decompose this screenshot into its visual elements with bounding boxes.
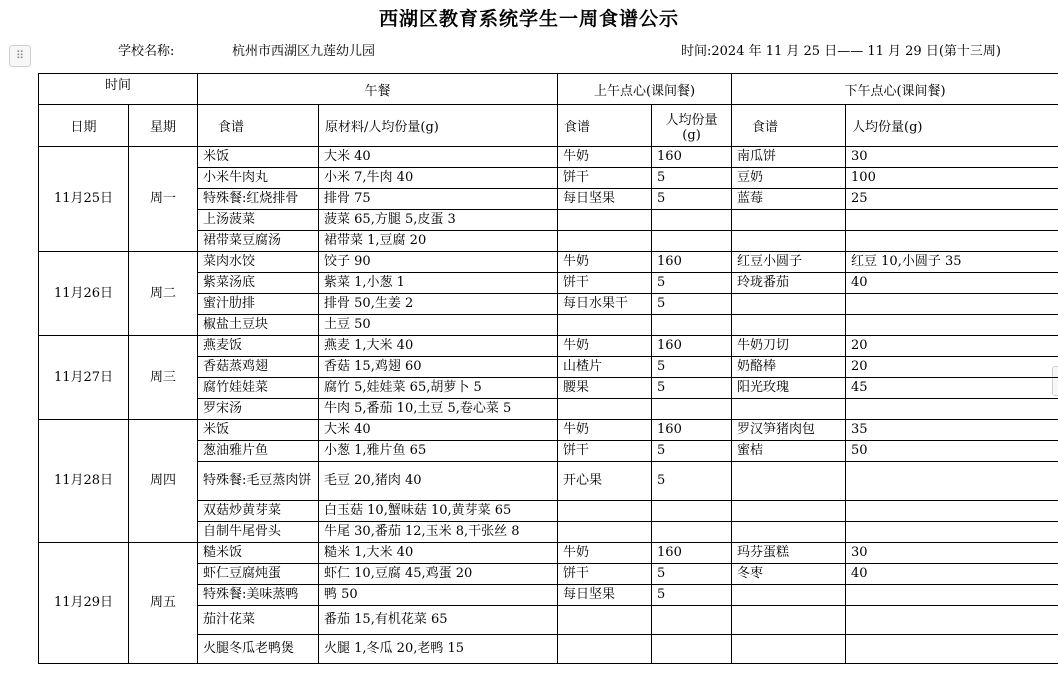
- cell-recipe: 燕麦饭: [198, 336, 319, 357]
- cell-morning-amount: 5: [652, 294, 732, 315]
- cell-morning-recipe: 牛奶: [558, 252, 652, 273]
- cell-afternoon-amount: 20: [846, 336, 1058, 357]
- cell-date: 11月28日: [39, 420, 129, 543]
- menu-body: [39, 147, 1058, 664]
- cell-morning-amount: [652, 399, 732, 420]
- cell-morning-recipe: 每日水果干: [558, 294, 652, 315]
- cell-afternoon-recipe: [732, 501, 846, 522]
- cell-afternoon-amount: 红豆 10,小圆子 35: [846, 252, 1058, 273]
- cell-afternoon-amount: [846, 294, 1058, 315]
- cell-morning-recipe: [558, 606, 652, 635]
- cell-morning-amount: 5: [652, 378, 732, 399]
- cell-afternoon-amount: [846, 462, 1058, 501]
- cell-recipe: 上汤菠菜: [198, 210, 319, 231]
- cell-morning-recipe: 牛奶: [558, 147, 652, 168]
- cell-afternoon-recipe: 牛奶刀切: [732, 336, 846, 357]
- cell-afternoon-recipe: [732, 210, 846, 231]
- cell-afternoon-amount: [846, 635, 1058, 664]
- cell-morning-recipe: 牛奶: [558, 543, 652, 564]
- cell-recipe: 米饭: [198, 420, 319, 441]
- cell-date: 11月29日: [39, 543, 129, 664]
- cell-recipe: 茄汁花菜: [198, 606, 319, 635]
- cell-weekday: 周四: [129, 420, 198, 543]
- cell-afternoon-amount: 30: [846, 147, 1058, 168]
- cell-morning-recipe: [558, 501, 652, 522]
- cell-morning-recipe: 山楂片: [558, 357, 652, 378]
- cell-morning-amount: [652, 210, 732, 231]
- cell-morning-recipe: 每日坚果: [558, 189, 652, 210]
- cell-morning-recipe: 饼干: [558, 564, 652, 585]
- cell-morning-recipe: 开心果: [558, 462, 652, 501]
- cell-ingredients: 糙米 1,大米 40: [319, 543, 558, 564]
- cell-afternoon-recipe: 玛芬蛋糕: [732, 543, 846, 564]
- cell-morning-recipe: [558, 315, 652, 336]
- cell-ingredients: 裙带菜 1,豆腐 20: [319, 231, 558, 252]
- cell-afternoon-amount: 35: [846, 420, 1058, 441]
- cell-morning-amount: [652, 606, 732, 635]
- cell-date: 11月26日: [39, 252, 129, 336]
- cell-morning-recipe: [558, 635, 652, 664]
- cell-afternoon-recipe: [732, 606, 846, 635]
- cell-recipe: 米饭: [198, 147, 319, 168]
- cell-afternoon-amount: 100: [846, 168, 1058, 189]
- cell-ingredients: 毛豆 20,猪肉 40: [319, 462, 558, 501]
- cell-recipe: 罗宋汤: [198, 399, 319, 420]
- cell-recipe: 裙带菜豆腐汤: [198, 231, 319, 252]
- cell-morning-amount: 5: [652, 273, 732, 294]
- cell-afternoon-amount: [846, 501, 1058, 522]
- cell-weekday: 周五: [129, 543, 198, 664]
- cell-afternoon-recipe: [732, 522, 846, 543]
- cell-morning-amount: 5: [652, 357, 732, 378]
- school-name: 杭州市西湖区九莲幼儿园: [232, 44, 376, 59]
- cell-morning-recipe: 饼干: [558, 168, 652, 189]
- cell-ingredients: 紫菜 1,小葱 1: [319, 273, 558, 294]
- cell-afternoon-recipe: [732, 315, 846, 336]
- cell-ingredients: 小米 7,牛肉 40: [319, 168, 558, 189]
- cell-morning-recipe: [558, 399, 652, 420]
- cell-recipe: 特殊餐:美味蒸鸭: [198, 585, 319, 606]
- cell-afternoon-recipe: 豆奶: [732, 168, 846, 189]
- cell-ingredients: 排骨 75: [319, 189, 558, 210]
- cell-weekday: 周三: [129, 336, 198, 420]
- school-label: 学校名称:: [118, 44, 175, 59]
- cell-ingredients: 燕麦 1,大米 40: [319, 336, 558, 357]
- cell-afternoon-recipe: [732, 585, 846, 606]
- cell-recipe: 特殊餐:毛豆蒸肉饼: [198, 462, 319, 501]
- cell-morning-amount: 160: [652, 336, 732, 357]
- cell-afternoon-recipe: 蓝莓: [732, 189, 846, 210]
- cell-afternoon-recipe: 阳光玫瑰: [732, 378, 846, 399]
- cell-morning-amount: 5: [652, 441, 732, 462]
- table-row: [39, 147, 1058, 168]
- cell-ingredients: 小葱 1,雅片鱼 65: [319, 441, 558, 462]
- cell-recipe: 特殊餐:红烧排骨: [198, 189, 319, 210]
- cell-morning-recipe: 腰果: [558, 378, 652, 399]
- cell-afternoon-amount: [846, 585, 1058, 606]
- cell-afternoon-recipe: 奶酪棒: [732, 357, 846, 378]
- cell-afternoon-amount: [846, 315, 1058, 336]
- cell-afternoon-amount: [846, 522, 1058, 543]
- cell-ingredients: 牛肉 5,番茄 10,土豆 5,卷心菜 5: [319, 399, 558, 420]
- header-weekday: 星期: [129, 105, 198, 147]
- cell-morning-amount: [652, 315, 732, 336]
- cell-recipe: 火腿冬瓜老鸭煲: [198, 635, 319, 664]
- cell-afternoon-recipe: 玲珑番茄: [732, 273, 846, 294]
- cell-morning-recipe: 每日坚果: [558, 585, 652, 606]
- cell-recipe: 腐竹娃娃菜: [198, 378, 319, 399]
- cell-afternoon-recipe: [732, 294, 846, 315]
- cell-recipe: 双菇炒黄芽菜: [198, 501, 319, 522]
- cell-morning-amount: 5: [652, 189, 732, 210]
- header-recipe: 食谱: [198, 105, 319, 147]
- cell-ingredients: 番茄 15,有机花菜 65: [319, 606, 558, 635]
- cell-morning-amount: 160: [652, 252, 732, 273]
- cell-morning-recipe: 饼干: [558, 273, 652, 294]
- cell-afternoon-recipe: [732, 399, 846, 420]
- page-title: 西湖区教育系统学生一周食谱公示: [378, 8, 679, 30]
- table-row: [39, 420, 1058, 441]
- cell-afternoon-amount: [846, 210, 1058, 231]
- cell-afternoon-recipe: [732, 635, 846, 664]
- header-per-person-afternoon: 人均份量(g): [846, 105, 1058, 147]
- cell-morning-recipe: [558, 231, 652, 252]
- cell-recipe: 小米牛肉丸: [198, 168, 319, 189]
- cell-afternoon-recipe: [732, 462, 846, 501]
- cell-ingredients: 牛尾 30,番茄 12,玉米 8,干张丝 8: [319, 522, 558, 543]
- cell-morning-recipe: 牛奶: [558, 420, 652, 441]
- menu-table: [38, 73, 1058, 664]
- cell-ingredients: 香菇 15,鸡翅 60: [319, 357, 558, 378]
- cell-afternoon-amount: 30: [846, 543, 1058, 564]
- cell-afternoon-recipe: 蜜桔: [732, 441, 846, 462]
- drag-handle-icon[interactable]: ⠿: [9, 45, 31, 67]
- header-lunch: 午餐: [198, 74, 558, 105]
- header-morning-snack: 上午点心(课间餐): [558, 74, 732, 105]
- cell-morning-amount: 160: [652, 543, 732, 564]
- header-afternoon-snack: 下午点心(课间餐): [732, 74, 1058, 105]
- cell-afternoon-recipe: 冬枣: [732, 564, 846, 585]
- cell-afternoon-amount: 50: [846, 441, 1058, 462]
- cell-recipe: 椒盐土豆块: [198, 315, 319, 336]
- cell-afternoon-amount: 40: [846, 564, 1058, 585]
- cell-date: 11月25日: [39, 147, 129, 252]
- cell-afternoon-amount: [846, 231, 1058, 252]
- cell-ingredients: 火腿 1,冬瓜 20,老鸭 15: [319, 635, 558, 664]
- cell-ingredients: 排骨 50,生姜 2: [319, 294, 558, 315]
- cell-afternoon-amount: 20: [846, 357, 1058, 378]
- header-recipe-afternoon: 食谱: [732, 105, 846, 147]
- cell-recipe: 糙米饭: [198, 543, 319, 564]
- cell-morning-recipe: 饼干: [558, 441, 652, 462]
- cell-morning-amount: [652, 635, 732, 664]
- cell-recipe: 紫菜汤底: [198, 273, 319, 294]
- cell-morning-recipe: [558, 210, 652, 231]
- cell-date: 11月27日: [39, 336, 129, 420]
- cell-morning-recipe: [558, 522, 652, 543]
- cell-recipe: 菜肉水饺: [198, 252, 319, 273]
- date-range: 时间:2024 年 11 月 25 日—— 11 月 29 日(第十三周): [681, 44, 1001, 59]
- cell-morning-amount: [652, 501, 732, 522]
- cell-morning-amount: 5: [652, 585, 732, 606]
- cell-recipe: 蜜汁肋排: [198, 294, 319, 315]
- cell-ingredients: 饺子 90: [319, 252, 558, 273]
- cell-morning-amount: 160: [652, 420, 732, 441]
- cell-morning-amount: 5: [652, 462, 732, 501]
- table-row: [39, 252, 1058, 273]
- cell-morning-amount: 160: [652, 147, 732, 168]
- cell-recipe: 葱油雅片鱼: [198, 441, 319, 462]
- cell-afternoon-recipe: 南瓜饼: [732, 147, 846, 168]
- header-recipe-morning: 食谱: [558, 105, 652, 147]
- cell-morning-amount: 5: [652, 564, 732, 585]
- cell-ingredients: 白玉菇 10,蟹味菇 10,黄芽菜 65: [319, 501, 558, 522]
- cell-afternoon-recipe: 红豆小圆子: [732, 252, 846, 273]
- cell-weekday: 周一: [129, 147, 198, 252]
- cell-afternoon-recipe: 罗汉笋猪肉包: [732, 420, 846, 441]
- cell-morning-amount: 5: [652, 168, 732, 189]
- cell-morning-amount: [652, 231, 732, 252]
- cell-ingredients: 大米 40: [319, 420, 558, 441]
- cell-recipe: 香菇蒸鸡翅: [198, 357, 319, 378]
- table-row: [39, 543, 1058, 564]
- cell-morning-recipe: 牛奶: [558, 336, 652, 357]
- header-time: 时间: [39, 74, 198, 105]
- cell-ingredients: 虾仁 10,豆腐 45,鸡蛋 20: [319, 564, 558, 585]
- cell-ingredients: 鸭 50: [319, 585, 558, 606]
- cell-afternoon-amount: 40: [846, 273, 1058, 294]
- cell-morning-amount: [652, 522, 732, 543]
- header-ingredients: 原材料/人均份量(g): [319, 105, 558, 147]
- cell-afternoon-amount: [846, 399, 1058, 420]
- cell-weekday: 周二: [129, 252, 198, 336]
- cell-ingredients: 大米 40: [319, 147, 558, 168]
- table-row: [39, 336, 1058, 357]
- cell-afternoon-amount: 45: [846, 378, 1058, 399]
- header-per-person-morning: 人均份量(g): [652, 105, 732, 147]
- cell-recipe: 自制牛尾骨头: [198, 522, 319, 543]
- cell-afternoon-amount: [846, 606, 1058, 635]
- cell-ingredients: 腐竹 5,娃娃菜 65,胡萝卜 5: [319, 378, 558, 399]
- header-date: 日期: [39, 105, 129, 147]
- cell-afternoon-recipe: [732, 231, 846, 252]
- cell-ingredients: 土豆 50: [319, 315, 558, 336]
- cell-ingredients: 菠菜 65,方腿 5,皮蛋 3: [319, 210, 558, 231]
- cell-afternoon-amount: 25: [846, 189, 1058, 210]
- cell-recipe: 虾仁豆腐炖蛋: [198, 564, 319, 585]
